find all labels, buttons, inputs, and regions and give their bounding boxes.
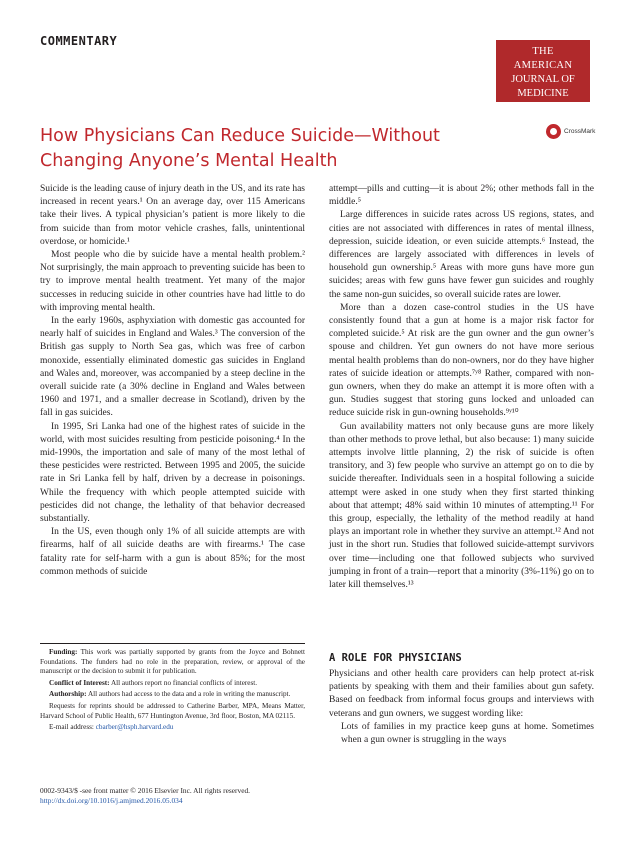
- body-paragraph: Most people who die by suicide have a mental health problem.² Not surprisingly, the main approach to preventing suicide has been to try to improve mental health treatment. Yet many of the major successes in reducing suicide in other countries have had little to do with improving mental health.: [40, 250, 305, 313]
- crossmark-icon: [546, 124, 561, 139]
- right-column: [329, 183, 594, 592]
- body-paragraph: Large differences in suicide rates across US regions, states, and cities are not associated with differences in rates of mental illness, depression, suicide ideation, or even suicide attempts.⁶ Instead, the differences are largely associated with differences in levels of household gun ownership.⁵ Areas with more guns have more gun suicides; areas with few guns have fewer gun suicides and roughly the same non-gun suicides, so overall suicide rates are lower.: [329, 210, 594, 300]
- journal-logo-line3: MEDICINE: [517, 88, 569, 99]
- body-paragraph: In 1995, Sri Lanka had one of the highest rates of suicide in the world, with most suicides resulting from pesticide poisoning.⁴ In the mid-1990s, the importation and sale of many of the most lethal of these pesticides were restricted. Between 1995 and 2005, the suicide rate in Sri Lanka fell by half, driven by a decrease in poisonings. While the frequency with which people attempted suicide with pesticides did not change, the lethality of that behavior decreased substantially.: [40, 421, 305, 525]
- copyright-line: 0002-9343/$ -see front matter © 2016 Elsevier Inc. All rights reserved.: [40, 786, 251, 795]
- body-paragraph: Suicide is the leading cause of injury death in the US, and its rate has increased in recent years.¹ On an average day, over 115 Americans take their lives. A typical physician’s patient is more likely to die from suicide than from motor vehicle crashes, falls, unintentional overdose, or homicide.¹: [40, 184, 305, 247]
- body-paragraph: In the US, even though only 1% of all suicide attempts are with firearms, half of all suicide deaths are with firearms.¹ The case fatality rate for self-harm with a gun is about 85%; for the most common methods of suicide: [40, 527, 305, 577]
- funding-label: Funding:: [49, 648, 78, 656]
- doi-link[interactable]: [40, 796, 250, 806]
- article-title: How Physicians Can Reduce Suicide—Without Changing Anyone’s Mental Health: [40, 126, 440, 171]
- authorship-label: Authorship:: [49, 690, 87, 699]
- email-note: [40, 723, 305, 733]
- journal-logo-line2: JOURNAL OF: [511, 74, 575, 85]
- reprints-note: Requests for reprints should be addressed to Catherine Barber, MPA, Means Matter, Harvard School of Public Health, 677 Huntington Avenue, 3rd floor, Boston, MA 02115.: [40, 701, 305, 720]
- body-paragraph: In the early 1960s, asphyxiation with domestic gas accounted for nearly half of suicides in England and Wales.³ The conversion of the British gas supply to North Sea gas, which was free of carbon monoxide, essentially eliminated domestic gas suicides in England and Wales and, moreover, was accompanied by a steep decline in the overall suicide rate (a 30% decline in England and Wales between 1960 and 1971, and a smaller decrease in Scotland), driven by the fall in gas suicides.: [40, 316, 305, 419]
- doi-block: [40, 786, 250, 806]
- conflict-text: All authors report no financial conflicts of interest.: [110, 678, 258, 687]
- funding-text: This work was partially supported by grants from the Joyce and Bohnett Foundations. The funders had no role in the preparation, review, or approval of the manuscript or the decision to submit it for publication.: [40, 648, 306, 676]
- footnotes: [40, 643, 305, 735]
- conflict-note: [40, 679, 305, 689]
- conflict-label: Conflict of Interest:: [49, 678, 110, 687]
- section-label: COMMENTARY: [40, 34, 118, 48]
- authorship-note: [40, 690, 305, 700]
- footnote-rule: [40, 643, 305, 644]
- body-paragraph: Gun availability matters not only because guns are more likely than other methods to prove lethal, but also because: 1) many suicide attempts involve little planning, 2) the risk of suicide is often transitory, and 3) few people who survive an attempt go on to die by suicide thereafter. Individuals seen in a hospital following a suicide attempt were asked in one study when they first started thinking about that attempt; 48% said within 10 minutes of attempting.¹¹ For this group, especially, the lethality of the method readily at hand plays an important role in whether they survive an attempt.¹² And not just in the short run. Studies that followed suicide-attempt survivors over time—including one that followed subjects who survived jumping in front of a train—report that a minority (3%-11%) go on to later kill themselves.¹³: [329, 421, 594, 591]
- suggested-wording-quote: Lots of families in my practice keep guns at home. Sometimes when a gun owner is struggling in the ways: [341, 721, 594, 746]
- doi-url[interactable]: http://dx.doi.org/10.1016/j.amjmed.2016.05.034: [40, 796, 183, 805]
- left-column: [40, 183, 305, 579]
- funding-note: [40, 648, 305, 677]
- journal-logo-line1: THE AMERICAN: [513, 46, 573, 71]
- crossmark-badge[interactable]: [546, 124, 595, 139]
- body-paragraph: attempt—pills and cutting—it is about 2%; other methods fall in the middle.⁵: [329, 184, 594, 208]
- email-link[interactable]: cbarber@hsph.harvard.edu: [95, 723, 174, 732]
- section-heading: A ROLE FOR PHYSICIANS: [329, 652, 462, 664]
- section-body: [329, 668, 594, 747]
- crossmark-label: CrossMark: [564, 128, 596, 135]
- email-label: E-mail address:: [49, 723, 94, 732]
- section-paragraph: Physicians and other health care providers can help protect at-risk patients by speaking with them and their families about gun safety. Based on feedback from informal focus groups and interviews with veterans and gun owners, we suggest wording like:: [329, 669, 594, 719]
- body-paragraph: More than a dozen case-control studies in the US have consistently found that a gun at home is a major risk factor for completed suicide.⁵ At risk are the gun owner and the gun owner’s spouse and children. Yet gun owners do not have more serious mental health problems than do non-owners, nor do they have higher rates of suicide ideation or attempts.⁷ʸ⁸ Rather, compared with non-gun owners, when they do make an attempt it is more often with a gun. Studies suggest that storing guns locked and unloaded can reduce suicide risk in gun-owning households.⁹ʸ¹⁰: [329, 302, 594, 419]
- journal-logo: [496, 40, 590, 102]
- authorship-text: All authors had access to the data and a role in writing the manuscript.: [87, 690, 291, 699]
